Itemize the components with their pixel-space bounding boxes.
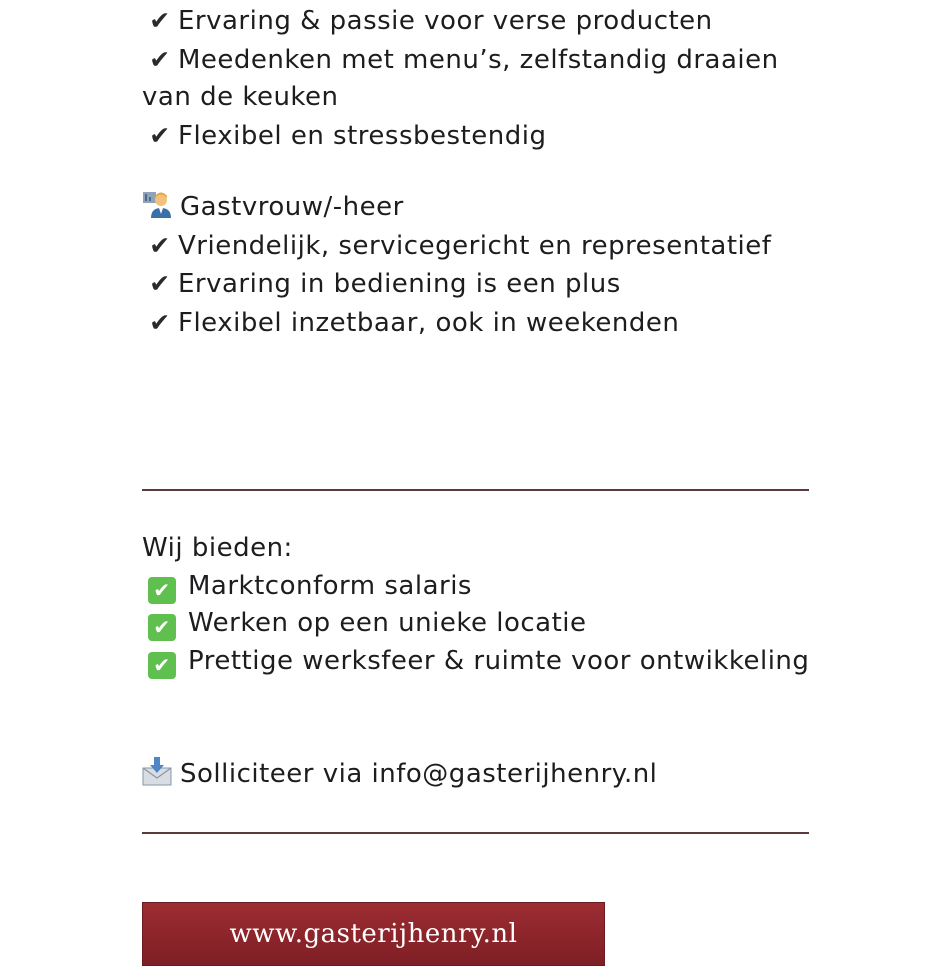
office-worker-icon: [142, 189, 172, 219]
check-mark-icon: ✔: [149, 308, 171, 338]
list-item: ✔ Flexibel en stressbestendig: [142, 117, 822, 156]
offer-title: Wij bieden:: [142, 533, 293, 563]
check-mark-icon: ✔: [149, 121, 171, 151]
list-item: ✔ Prettige werksfeer & ruimte voor ontwikkeling: [142, 643, 809, 681]
apply-line: Solliciteer via info@gasterijhenry.nl: [142, 756, 657, 794]
list-item: ✔ Meedenken met menu’s, zelfstandig draaien van de keuken: [142, 41, 822, 117]
list-item: ✔ Werken op een unieke locatie: [142, 605, 809, 643]
chef-requirements: [142, 2, 822, 156]
green-check-icon: ✔: [148, 614, 176, 641]
list-item: ✔ Marktconform salaris: [142, 568, 809, 606]
list-item: ✔ Vriendelijk, servicegericht en representatief: [142, 227, 771, 266]
list-item: ✔ Ervaring in bediening is een plus: [142, 265, 771, 304]
section-divider: [142, 489, 809, 491]
check-mark-icon: ✔: [149, 6, 171, 35]
list-item: ✔ Flexibel inzetbaar, ook in weekenden: [142, 304, 771, 343]
list-item: ✔ Ervaring & passie voor verse producten: [142, 2, 822, 41]
section-divider: [142, 832, 809, 834]
offer-section: [142, 530, 809, 681]
check-mark-icon: ✔: [149, 269, 171, 299]
host-section: [142, 189, 771, 343]
apply-section: [142, 756, 657, 794]
green-check-icon: ✔: [148, 577, 176, 604]
website-button[interactable]: [142, 902, 605, 966]
green-check-icon: ✔: [148, 652, 176, 679]
website-button-label: www.gasterijhenry.nl: [229, 919, 518, 949]
check-mark-icon: ✔: [149, 230, 171, 260]
check-mark-icon: ✔: [149, 44, 171, 74]
host-title: Gastvrouw/-heer: [142, 189, 771, 227]
envelope-arrow-icon: [142, 756, 172, 786]
